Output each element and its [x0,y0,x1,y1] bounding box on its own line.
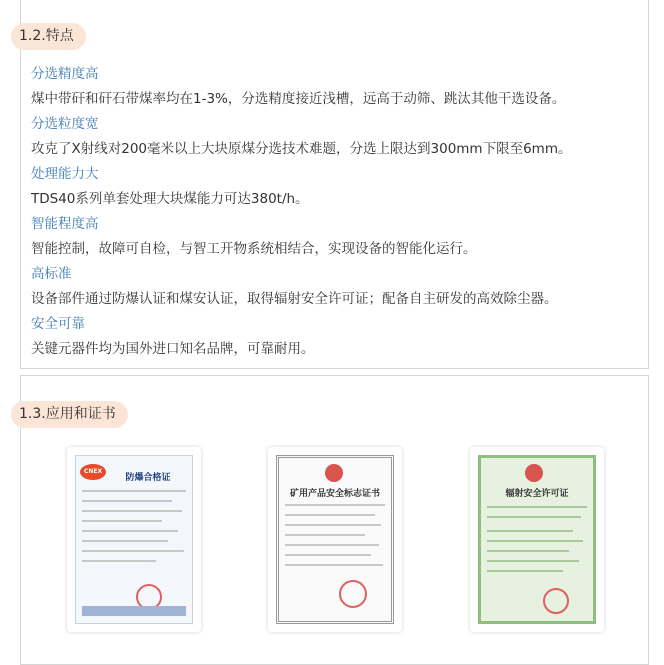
feature-text-intelligence: 智能控制，故障可自检，与智工开物系统相结合，实现设备的智能化运行。 [31,241,477,257]
feature-heading-size-range: 分选粒度宽 [31,116,99,132]
feature-heading-standard: 高标准 [31,266,72,282]
feature-text-precision: 煤中带矸和矸石带煤率均在1-3%，分选精度接近浅槽，远高于动筛、跳汰其他干选设备。 [31,91,566,107]
certificate-radiation-safety[interactable] [470,447,604,632]
certificate-mining-safety[interactable] [268,447,402,632]
certificate-explosion-proof[interactable] [67,447,201,632]
feature-text-reliability: 关键元器件均为国外进口知名品牌，可靠耐用。 [31,341,315,357]
feature-heading-capacity: 处理能力大 [31,166,99,182]
feature-heading-precision: 分选精度高 [31,66,99,82]
seal-icon [543,588,569,614]
certificate-title: 防爆合格证 [125,473,171,483]
emblem-icon [325,464,343,482]
certificate-document [478,455,596,624]
cnex-logo-icon: CNEX [80,464,106,480]
certificate-title: 矿用产品安全标志证书 [289,489,380,499]
section-tag-features: 1.2.特点 [11,23,86,50]
certificate-document [75,455,193,624]
emblem-icon [525,464,543,482]
certificate-title: 辐射安全许可证 [505,489,569,499]
seal-icon [339,580,367,608]
feature-heading-intelligence: 智能程度高 [31,216,99,232]
feature-text-capacity: TDS40系列单套处理大块煤能力可达380t/h。 [31,191,309,207]
certificate-footer-bar [82,606,186,616]
feature-heading-reliability: 安全可靠 [31,316,85,332]
certificate-document [276,455,394,624]
feature-text-size-range: 攻克了X射线对200毫米以上大块原煤分选技术难题，分选上限达到300mm下限至6mm。 [31,141,572,157]
certificates-panel [20,375,649,665]
section-tag-certificates: 1.3.应用和证书 [11,401,128,428]
features-panel [20,0,649,369]
feature-text-standard: 设备部件通过防爆认证和煤安认证，取得辐射安全许可证；配备自主研发的高效除尘器。 [31,291,558,307]
